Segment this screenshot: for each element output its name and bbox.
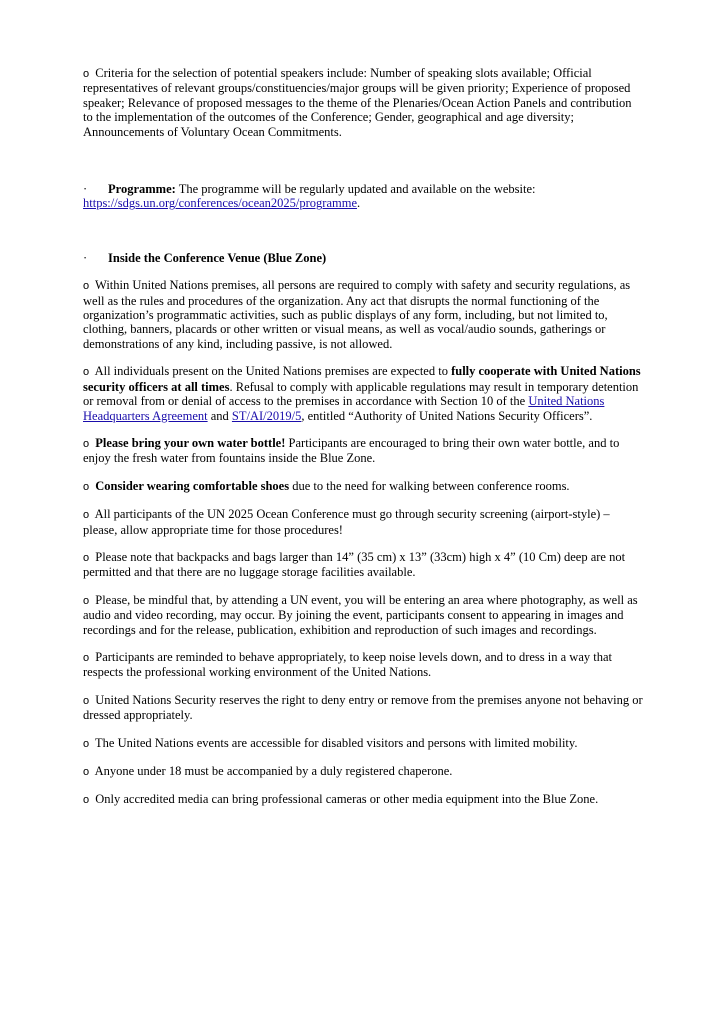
- headquarters-agreement-link[interactable]: United Nations Headquarters Agreement: [83, 394, 605, 423]
- list-marker: o: [83, 68, 90, 80]
- list-marker: o: [83, 594, 90, 607]
- deny-paragraph: o United Nations Security reserves the right to deny entry or remove from the premises anyone not behaving or dressed appropriately.: [83, 692, 643, 723]
- list-marker: o: [83, 509, 90, 522]
- list-marker: o: [83, 366, 90, 379]
- programme-paragraph: · Programme: The programme will be regularly updated and available on the website: https://sdgs.un.org/conferences/ocean2025/programme.: [83, 182, 536, 211]
- programme-heading: Programme:: [108, 182, 176, 197]
- list-marker: o: [83, 437, 90, 450]
- st-ai-2019-5-link[interactable]: ST/AI/2019/5: [231, 408, 302, 423]
- programme-link[interactable]: https://sdgs.un.org/conferences/ocean2025/programme: [83, 196, 358, 211]
- bullet-marker: ·: [83, 182, 88, 197]
- photography-paragraph: o Please, be mindful that, by attending a UN event, you will be entering an area where photography, as well as audio and video recording, may occur. By joining the event, participants consent to appearing in images and recordings and for the release, publication, exhibition and reproduction of such images and recordings.: [83, 592, 638, 637]
- cooperate-paragraph: o All individuals present on the United Nations premises are expected to fully cooperate with United Nations security officers at all times. Refusal to comply with applicable regulations may result in temporary detention or removal from or denial of access to the premises in accordance with Section 10 of the United Nations Headquarters Agreement and ST/AI/2019/5, entitled “Authority of United Nations Security Officers”.: [83, 364, 641, 423]
- list-marker: o: [83, 651, 90, 664]
- list-marker: o: [83, 280, 90, 293]
- list-marker: o: [83, 794, 90, 807]
- premises-paragraph: o Within United Nations premises, all persons are required to comply with safety and security regulations, as well as the rules and procedures of the organization. Any act that disrupts the normal functioning of the organization’s programmatic activities, such as public displays of any form, including, but not limited to, clothing, banners, placards or other written or visual means, as well as vocal/audio sounds, gatherings or demonstrations of any kind, including passive, is not allowed.: [83, 278, 631, 351]
- shoes-paragraph: o Consider wearing comfortable shoes due to the need for walking between conference rooms.: [83, 478, 570, 493]
- list-marker: o: [83, 737, 90, 750]
- document-page: [83, 66, 643, 821]
- screening-paragraph: o All participants of the UN 2025 Ocean Conference must go through security screening (airport-style) – please, allow appropriate time for those procedures!: [83, 507, 610, 537]
- list-marker: o: [83, 766, 90, 778]
- list-marker: o: [83, 694, 90, 707]
- water-paragraph: o Please bring your own water bottle! Participants are encouraged to bring their own water bottle, and to enjoy the fresh water from fountains inside the Blue Zone.: [83, 435, 620, 466]
- venue-heading-paragraph: [83, 251, 643, 265]
- list-marker: o: [83, 480, 90, 493]
- bags-paragraph: o Please note that backpacks and bags larger than 14” (35 cm) x 13” (33cm) high x 4” (10 Cm) deep are not permitted and that there are no luggage storage facilities available.: [83, 549, 626, 580]
- accessible-paragraph: o The United Nations events are accessible for disabled visitors and persons with limited mobility.: [83, 735, 578, 750]
- under18-paragraph: o Anyone under 18 must be accompanied by a duly registered chaperone.: [83, 764, 453, 778]
- bullet-marker: ·: [83, 250, 88, 265]
- criteria-paragraph: o Criteria for the selection of potential speakers include: Number of speaking slots available; Official representatives of relevant groups/constituencies/major groups will be given priority; Experience of proposed speaker; Relevance of proposed messages to the theme of the Plenaries/Ocean Action Panels and contribution to the implementation of the outcomes of the Conference; Gender, geographical and age diversity; Announcements of Voluntary Ocean Commitments.: [83, 66, 632, 139]
- list-marker: o: [83, 551, 90, 564]
- behave-paragraph: o Participants are reminded to behave appropriately, to keep noise levels down, and to dress in a way that respects the professional working environment of the United Nations.: [83, 649, 612, 680]
- media-paragraph: o Only accredited media can bring professional cameras or other media equipment into the Blue Zone.: [83, 792, 599, 807]
- venue-heading: Inside the Conference Venue (Blue Zone): [108, 250, 327, 265]
